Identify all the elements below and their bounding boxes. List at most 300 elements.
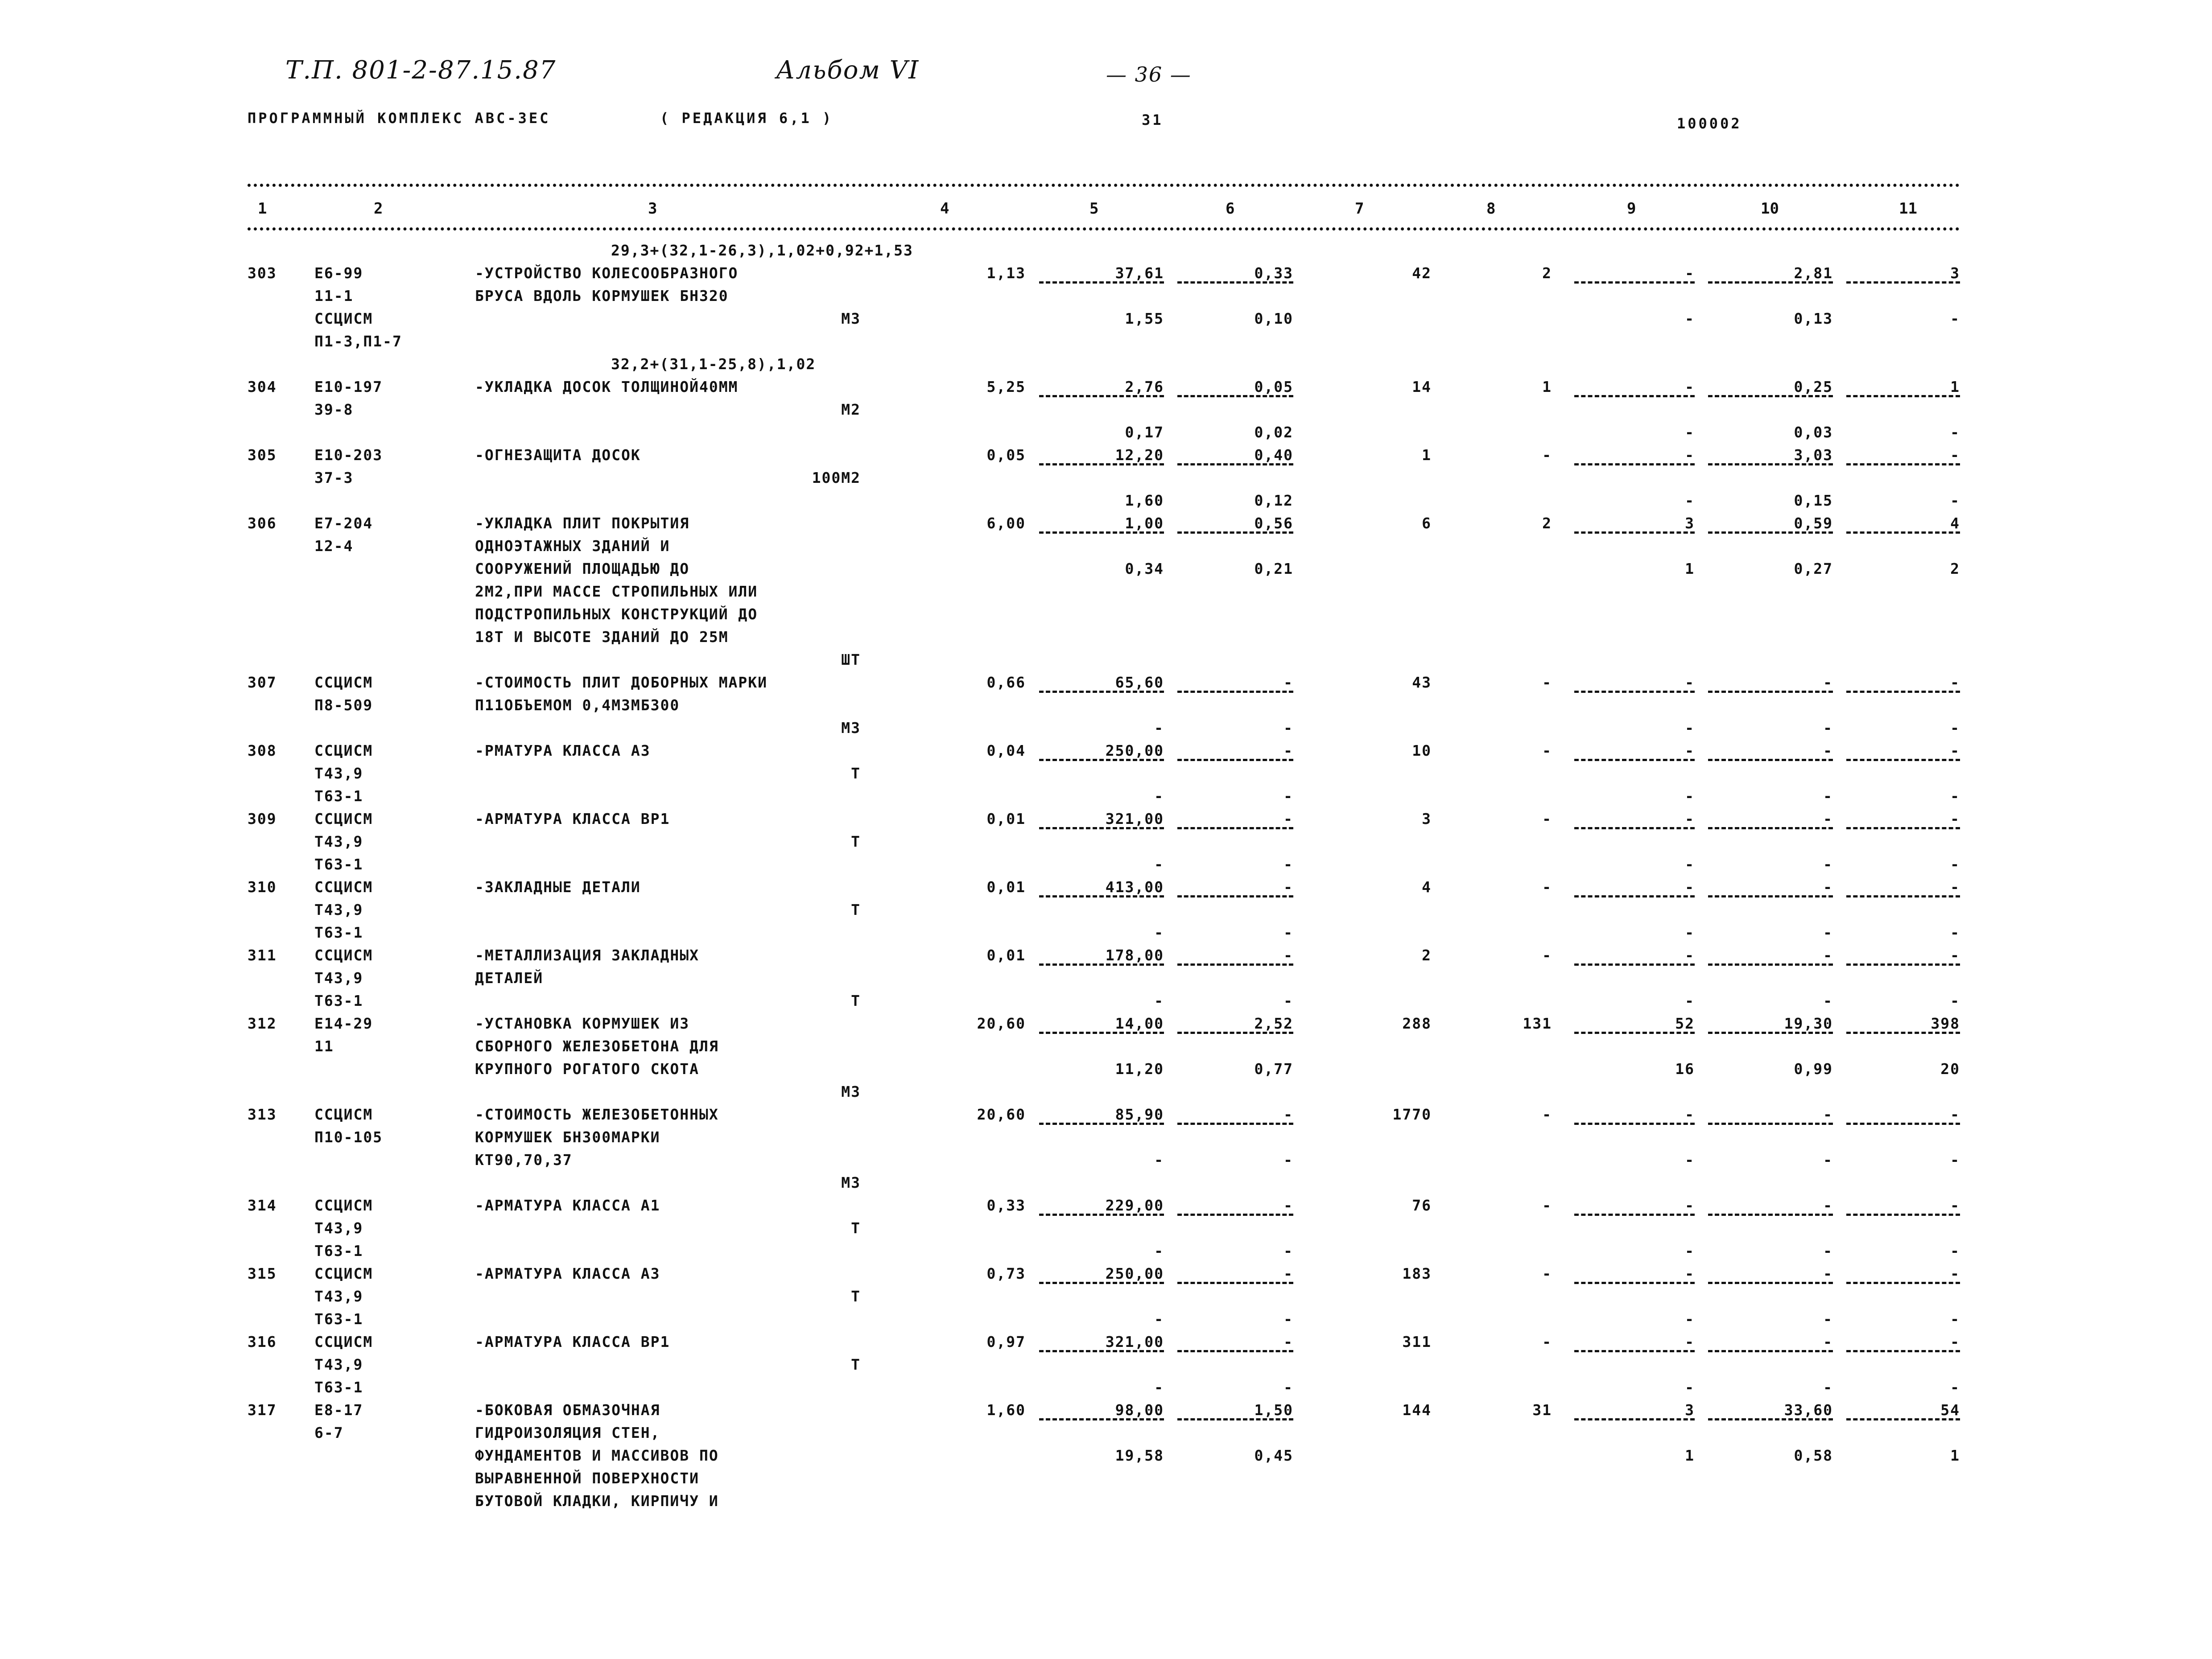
wage-cost-sub: - [1283,1310,1293,1328]
cell-divider-dashes [1846,1214,1960,1216]
total-cost: 311 [1402,1333,1432,1350]
labor-cost: - [1823,878,1833,896]
machine-cost: - [1685,1333,1695,1350]
work-description: -АРМАТУРА КЛАССА ВР1 [475,1333,670,1350]
cell-divider-dashes [1039,759,1164,761]
cell-divider-dashes [1846,1032,1960,1034]
machine-cost: - [1685,378,1695,395]
work-description: СБОРНОГО ЖЕЛЕЗОБЕТОНА ДЛЯ [475,1037,719,1055]
unit-cost: 229,00 [1105,1197,1164,1214]
total-cost: 14 [1412,378,1432,395]
labor-total: - [1950,1106,1960,1123]
table-top-rule [248,184,1960,187]
cell-divider-dashes [1039,827,1164,829]
cell-divider-dashes [1177,531,1293,534]
total-cost: 1770 [1392,1106,1432,1123]
labor-cost: - [1823,810,1833,827]
column-number-col-total: 7 [1355,200,1364,218]
norm-code: ССЦИСМ [314,1265,373,1282]
cell-divider-dashes [1177,1350,1293,1352]
cell-divider-dashes [1039,1123,1164,1125]
cell-divider-dashes [1177,759,1293,761]
norm-code: ССЦИСМ [314,810,373,827]
norm-code: Т63-1 [314,856,363,873]
wage-cost: 2,52 [1254,1015,1293,1032]
cell-divider-dashes [1177,827,1293,829]
unit-cost: 85,90 [1115,1106,1164,1123]
labor-total: - [1950,878,1960,896]
cell-divider-dashes [1708,395,1833,397]
cell-divider-dashes [1846,463,1960,465]
total-cost: 42 [1412,264,1432,282]
machine-cost: - [1685,810,1695,827]
norm-code: Т43,9 [314,1288,363,1305]
machine-cost-sub: - [1685,787,1695,805]
cell-divider-dashes [1177,395,1293,397]
quantity: 0,01 [986,810,1026,827]
norm-code: Т43,9 [314,765,363,782]
norm-code: 39-8 [314,401,354,418]
quantity: 0,66 [986,674,1026,691]
cell-divider-dashes [1039,395,1164,397]
unit-of-measure: 100М2 [812,469,861,486]
machine-cost-sub: 16 [1675,1060,1695,1078]
labor-cost: - [1823,674,1833,691]
cell-divider-dashes [1177,1282,1293,1284]
wage-cost-sub: - [1283,992,1293,1009]
cell-divider-dashes [1039,1032,1164,1034]
labor-cost-sub: 0,99 [1794,1060,1833,1078]
work-description: -УСТРОЙСТВО КОЛЕСООБРАЗНОГО [475,264,739,282]
wage-cost-sub: 0,45 [1254,1447,1293,1464]
cell-divider-dashes [1708,759,1833,761]
work-description: ВЫРАВНЕННОЙ ПОВЕРХНОСТИ [475,1470,699,1487]
total-wage: - [1542,947,1552,964]
cell-divider-dashes [1846,281,1960,284]
labor-cost: 33,60 [1784,1401,1833,1419]
machine-cost: - [1685,742,1695,759]
labor-total-sub: - [1950,424,1960,441]
labor-total-sub: - [1950,856,1960,873]
wage-cost: - [1283,1197,1293,1214]
quantity: 1,60 [986,1401,1026,1419]
cell-divider-dashes [1177,691,1293,693]
quantity-formula: 29,3+(32,1-26,3),1,02+0,92+1,53 [611,242,913,259]
unit-cost-wage: - [1154,1379,1164,1396]
wage-cost: 1,50 [1254,1401,1293,1419]
wage-cost-sub: 0,10 [1254,310,1293,327]
cell-divider-dashes [1846,895,1960,897]
norm-code: 11-1 [314,287,354,305]
labor-total: - [1950,742,1960,759]
unit-cost: 14,00 [1115,1015,1164,1032]
total-wage: 131 [1523,1015,1552,1032]
norm-code: Т63-1 [314,1379,363,1396]
cell-divider-dashes [1708,531,1833,534]
labor-total: - [1950,674,1960,691]
cell-divider-dashes [1846,1123,1960,1125]
total-wage: - [1542,742,1552,759]
total-wage: - [1542,878,1552,896]
cell-divider-dashes [1708,463,1833,465]
machine-cost: - [1685,674,1695,691]
machine-cost-sub: 1 [1685,560,1695,577]
machine-cost-sub: - [1685,924,1695,941]
norm-code: Т43,9 [314,969,363,987]
unit-cost: 178,00 [1105,947,1164,964]
unit-cost: 2,76 [1125,378,1164,395]
work-description: -АРМАТУРА КЛАССА ВР1 [475,810,670,827]
machine-cost: 52 [1675,1015,1695,1032]
labor-cost: - [1823,947,1833,964]
work-description: -ОГНЕЗАЩИТА ДОСОК [475,446,641,464]
unit-cost-wage: 1,60 [1125,492,1164,509]
labor-total-sub: - [1950,492,1960,509]
labor-cost: - [1823,1265,1833,1282]
cell-divider-dashes [1574,1282,1695,1284]
labor-total: - [1950,446,1960,464]
machine-cost: - [1685,264,1695,282]
album-number: Альбом VI [776,56,920,85]
quantity: 0,33 [986,1197,1026,1214]
machine-cost-sub: - [1685,856,1695,873]
labor-cost-sub: - [1823,924,1833,941]
unit-of-measure: Т [851,765,861,782]
labor-total-sub: 20 [1940,1060,1960,1078]
machine-cost: - [1685,1197,1695,1214]
wage-cost-sub: 0,02 [1254,424,1293,441]
cell-divider-dashes [1708,827,1833,829]
work-description: КРУПНОГО РОГАТОГО СКОТА [475,1060,699,1078]
norm-code: 6-7 [314,1424,344,1441]
machine-cost-sub: - [1685,992,1695,1009]
norm-code: Е8-17 [314,1401,363,1419]
unit-cost-wage: - [1154,787,1164,805]
unit-of-measure: Т [851,1356,861,1373]
machine-cost: - [1685,947,1695,964]
total-wage: 2 [1542,264,1552,282]
total-cost: 43 [1412,674,1432,691]
cell-divider-dashes [1846,1282,1960,1284]
labor-total: 3 [1950,264,1960,282]
machine-cost: 3 [1685,1401,1695,1419]
total-wage: - [1542,1265,1552,1282]
labor-total-sub: - [1950,1151,1960,1169]
labor-total-sub: - [1950,719,1960,737]
labor-cost-sub: - [1823,787,1833,805]
total-cost: 10 [1412,742,1432,759]
unit-cost: 413,00 [1105,878,1164,896]
work-description: 2М2,ПРИ МАССЕ СТРОПИЛЬНЫХ ИЛИ [475,583,758,600]
labor-cost: - [1823,1197,1833,1214]
wage-cost-sub: - [1283,1242,1293,1260]
work-description: -РМАТУРА КЛАССА А3 [475,742,651,759]
work-description: ОДНОЭТАЖНЫХ ЗДАНИЙ И [475,537,670,555]
cell-divider-dashes [1574,759,1695,761]
labor-cost: - [1823,1106,1833,1123]
work-description: -УСТАНОВКА КОРМУШЕК ИЗ [475,1015,690,1032]
row-number: 316 [248,1333,277,1350]
total-cost: 2 [1422,947,1432,964]
labor-total: - [1950,1265,1960,1282]
cell-divider-dashes [1574,395,1695,397]
labor-total-sub: - [1950,924,1960,941]
norm-code: ССЦИСМ [314,310,373,327]
labor-total: 1 [1950,378,1960,395]
cell-divider-dashes [1177,1032,1293,1034]
work-description: -МЕТАЛЛИЗАЦИЯ ЗАКЛАДНЫХ [475,947,699,964]
wage-cost: 0,33 [1254,264,1293,282]
wage-cost: - [1283,947,1293,964]
norm-code: Т63-1 [314,1310,363,1328]
work-description: ПОДСТРОПИЛЬНЫХ КОНСТРУКЦИЙ ДО [475,605,758,623]
row-number: 314 [248,1197,277,1214]
labor-total-sub: - [1950,1310,1960,1328]
norm-code: Т43,9 [314,1219,363,1237]
total-cost: 1 [1422,446,1432,464]
labor-cost-sub: - [1823,992,1833,1009]
cell-divider-dashes [1039,895,1164,897]
cell-divider-dashes [1574,691,1695,693]
norm-code: Т43,9 [314,1356,363,1373]
work-description: П11ОБЪЕМОМ 0,4М3МБ300 [475,696,680,714]
cell-divider-dashes [1574,1123,1695,1125]
wage-cost: - [1283,810,1293,827]
labor-cost: 0,25 [1794,378,1833,395]
quantity: 0,05 [986,446,1026,464]
unit-of-measure: М3 [841,1174,861,1191]
norm-code: ССЦИСМ [314,947,373,964]
wage-cost-sub: - [1283,719,1293,737]
header-bottom-rule [248,227,1960,231]
total-cost: 76 [1412,1197,1432,1214]
cell-divider-dashes [1574,531,1695,534]
unit-of-measure: М3 [841,719,861,737]
total-wage: - [1542,810,1552,827]
unit-cost-wage: - [1154,1242,1164,1260]
labor-cost-sub: - [1823,719,1833,737]
unit-cost: 65,60 [1115,674,1164,691]
row-number: 307 [248,674,277,691]
total-cost: 144 [1402,1401,1432,1419]
document-id: 100002 [1677,115,1742,132]
program-name: ПРОГРАММНЫЙ КОМПЛЕКС АВС-3ЕС [248,110,551,127]
total-wage: - [1542,1197,1552,1214]
row-number: 306 [248,515,277,532]
labor-cost: 2,81 [1794,264,1833,282]
norm-code: Е7-204 [314,515,373,532]
unit-cost: 12,20 [1115,446,1164,464]
wage-cost: - [1283,878,1293,896]
cell-divider-dashes [1708,281,1833,284]
norm-code: ССЦИСМ [314,674,373,691]
cell-divider-dashes [1177,1214,1293,1216]
cell-divider-dashes [1708,1123,1833,1125]
unit-cost-wage: - [1154,924,1164,941]
cell-divider-dashes [1708,1282,1833,1284]
work-description: БУТОВОЙ КЛАДКИ, КИРПИЧУ И [475,1492,719,1510]
cell-divider-dashes [1708,1350,1833,1352]
machine-cost: - [1685,1265,1695,1282]
labor-total-sub: - [1950,787,1960,805]
labor-cost-sub: - [1823,856,1833,873]
total-wage: - [1542,1106,1552,1123]
cell-divider-dashes [1039,463,1164,465]
wage-cost: - [1283,1265,1293,1282]
cell-divider-dashes [1846,531,1960,534]
wage-cost-sub: 0,77 [1254,1060,1293,1078]
quantity-formula: 32,2+(31,1-25,8),1,02 [611,355,816,373]
unit-of-measure: М3 [841,1083,861,1100]
project-code: Т.П. 801-2-87.15.87 [285,56,557,85]
machine-cost-sub: - [1685,1151,1695,1169]
norm-code: Т63-1 [314,1242,363,1260]
machine-cost: - [1685,878,1695,896]
cell-divider-dashes [1177,895,1293,897]
cell-divider-dashes [1177,1123,1293,1125]
quantity: 20,60 [977,1015,1026,1032]
work-description: ГИДРОИЗОЛЯЦИЯ СТЕН, [475,1424,660,1441]
norm-code: 11 [314,1037,334,1055]
wage-cost: - [1283,1333,1293,1350]
wage-cost: - [1283,742,1293,759]
cell-divider-dashes [1574,1350,1695,1352]
unit-cost-wage: 0,17 [1125,424,1164,441]
machine-cost-sub: - [1685,719,1695,737]
unit-cost: 1,00 [1125,515,1164,532]
labor-total: - [1950,947,1960,964]
labor-cost: 3,03 [1794,446,1833,464]
work-description: 18Т И ВЫСОТЕ ЗДАНИЙ ДО 25М [475,628,729,646]
quantity: 20,60 [977,1106,1026,1123]
norm-code: ССЦИСМ [314,742,373,759]
machine-cost-sub: - [1685,492,1695,509]
total-cost: 288 [1402,1015,1432,1032]
cell-divider-dashes [1039,1214,1164,1216]
cell-divider-dashes [1846,759,1960,761]
labor-total: 4 [1950,515,1960,532]
cell-divider-dashes [1039,1350,1164,1352]
cell-divider-dashes [1708,963,1833,966]
wage-cost: - [1283,1106,1293,1123]
cell-divider-dashes [1177,1418,1293,1420]
cell-divider-dashes [1039,1282,1164,1284]
quantity: 1,13 [986,264,1026,282]
unit-cost-wage: - [1154,992,1164,1009]
cell-divider-dashes [1846,1350,1960,1352]
unit-cost-wage: 1,55 [1125,310,1164,327]
cell-divider-dashes [1574,1214,1695,1216]
work-description: -УКЛАДКА ПЛИТ ПОКРЫТИЯ [475,515,690,532]
labor-cost: - [1823,742,1833,759]
machine-cost-sub: - [1685,310,1695,327]
labor-total-sub: 2 [1950,560,1960,577]
labor-total: - [1950,810,1960,827]
wage-cost-sub: 0,12 [1254,492,1293,509]
column-number-col-qty: 4 [940,200,949,218]
unit-cost: 250,00 [1105,1265,1164,1282]
wage-cost-sub: - [1283,1151,1293,1169]
labor-total-sub: - [1950,992,1960,1009]
cell-divider-dashes [1039,281,1164,284]
total-wage: 31 [1532,1401,1552,1419]
total-wage: - [1542,446,1552,464]
unit-of-measure: Т [851,1219,861,1237]
total-wage: - [1542,674,1552,691]
unit-of-measure: ШТ [841,651,861,668]
labor-cost-sub: - [1823,1242,1833,1260]
cell-divider-dashes [1846,1418,1960,1420]
labor-total-sub: - [1950,1242,1960,1260]
labor-cost-sub: 0,15 [1794,492,1833,509]
machine-cost-sub: - [1685,1242,1695,1260]
machine-cost-sub: - [1685,424,1695,441]
machine-cost: - [1685,1106,1695,1123]
norm-code: Е10-197 [314,378,383,395]
cell-divider-dashes [1574,281,1695,284]
labor-cost-sub: 0,58 [1794,1447,1833,1464]
row-number: 315 [248,1265,277,1282]
unit-of-measure: М3 [841,310,861,327]
unit-cost-wage: - [1154,719,1164,737]
row-number: 310 [248,878,277,896]
norm-code: Т63-1 [314,992,363,1009]
column-number-col-wage: 6 [1226,200,1235,218]
cell-divider-dashes [1574,963,1695,966]
norm-code: П8-509 [314,696,373,714]
total-cost: 183 [1402,1265,1432,1282]
wage-cost-sub: - [1283,787,1293,805]
column-number-col-machine: 9 [1627,200,1636,218]
labor-cost: 19,30 [1784,1015,1833,1032]
row-number: 308 [248,742,277,759]
work-description: -ЗАКЛАДНЫЕ ДЕТАЛИ [475,878,641,896]
cell-divider-dashes [1039,691,1164,693]
unit-of-measure: Т [851,833,861,850]
wage-cost-sub: - [1283,856,1293,873]
total-cost: 6 [1422,515,1432,532]
cell-divider-dashes [1708,1214,1833,1216]
cell-divider-dashes [1177,463,1293,465]
cell-divider-dashes [1846,827,1960,829]
total-wage: - [1542,1333,1552,1350]
sheet-number: 31 [1142,111,1164,128]
row-number: 303 [248,264,277,282]
labor-cost-sub: - [1823,1310,1833,1328]
machine-cost-sub: - [1685,1379,1695,1396]
row-number: 312 [248,1015,277,1032]
labor-cost-sub: 0,13 [1794,310,1833,327]
quantity: 0,04 [986,742,1026,759]
labor-total: 54 [1940,1401,1960,1419]
labor-cost-sub: - [1823,1379,1833,1396]
column-number-col-labor: 10 [1761,200,1779,218]
machine-cost: 3 [1685,515,1695,532]
cell-divider-dashes [1039,963,1164,966]
unit-of-measure: Т [851,1288,861,1305]
labor-total: - [1950,1197,1960,1214]
norm-code: Т63-1 [314,787,363,805]
quantity: 0,73 [986,1265,1026,1282]
cell-divider-dashes [1708,1032,1833,1034]
labor-cost-sub: 0,27 [1794,560,1833,577]
norm-code: П1-3,П1-7 [314,333,402,350]
column-number-col-unit-cost: 5 [1089,200,1099,218]
unit-cost-wage: - [1154,1151,1164,1169]
quantity: 0,01 [986,878,1026,896]
unit-cost: 321,00 [1105,1333,1164,1350]
work-description: -СТОИМОСТЬ ЖЕЛЕЗОБЕТОННЫХ [475,1106,719,1123]
